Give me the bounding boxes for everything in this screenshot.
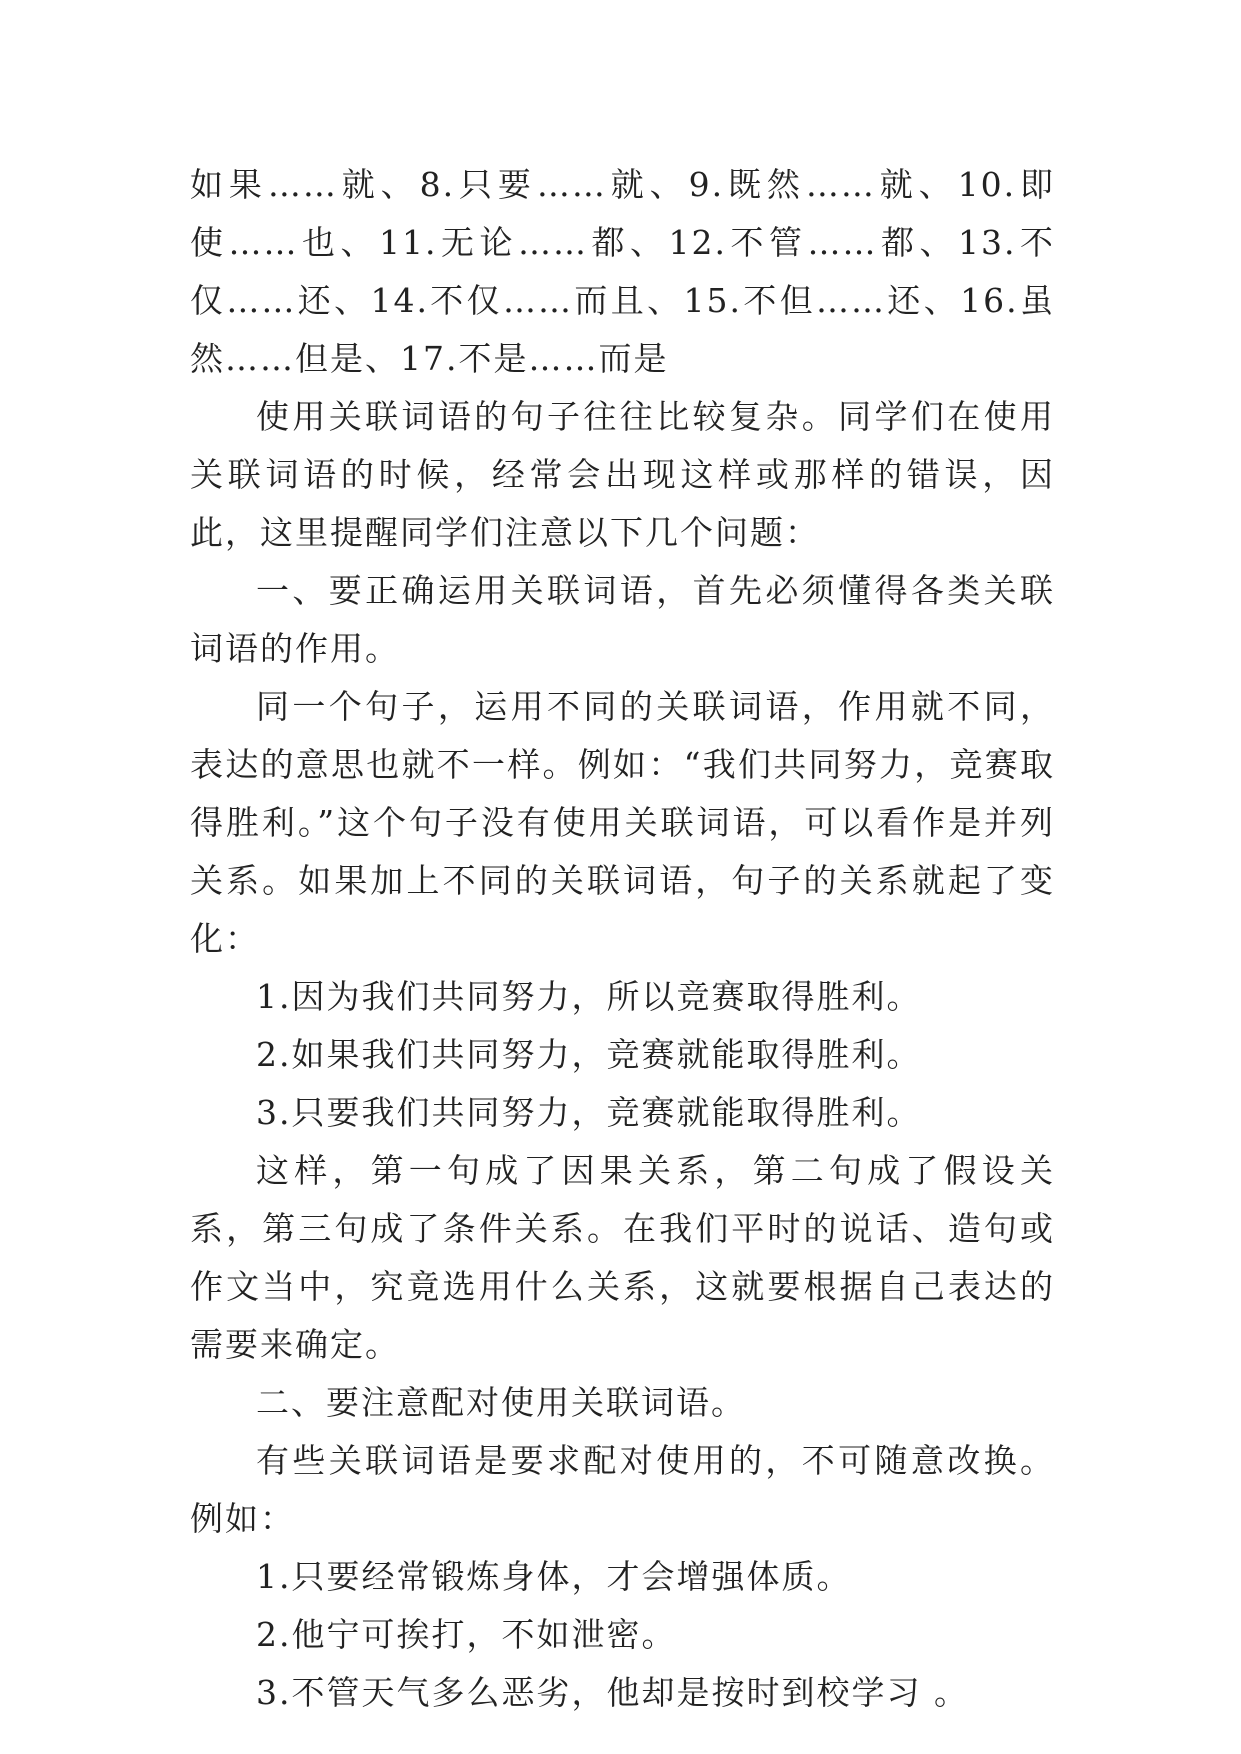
error-example-1: 1.只要经常锻炼身体，才会增强体质。 <box>256 1557 852 1596</box>
heading-point-one: 一、要正确运用关联词语，首先必须懂得各类关联词语的作用。 <box>190 571 1055 668</box>
document-page <box>190 156 1055 1722</box>
paragraph-intro: 使用关联词语的句子往往比较复杂。同学们在使用关联词语的时候，经常会出现这样或那样的错误，因此，这里提醒同学们注意以下几个问题： <box>190 397 1055 552</box>
paragraph-connective-list: 如果……就、8.只要……就、9.既然……就、10.即使……也、11.无论……都、12.不管……都、13.不仅……还、14.不仅……而且、15.不但……还、16.虽然……但是、17.不是……而是 <box>190 165 1055 378</box>
paragraph-conclusion: 这样，第一句成了因果关系，第二句成了假设关系，第三句成了条件关系。在我们平时的说话、造句或作文当中，究竟选用什么关系，这就要根据自己表达的需要来确定。 <box>190 1151 1055 1364</box>
paragraph-example-explanation: 同一个句子，运用不同的关联词语，作用就不同，表达的意思也就不一样。例如：“我们共同努力，竞赛取得胜利。”这个句子没有使用关联词语，可以看作是并列关系。如果加上不同的关联词语，句子的关系就起了变化： <box>190 687 1055 958</box>
error-example-3: 3.不管天气多么恶劣，他却是按时到校学习 。 <box>256 1673 969 1712</box>
example-sentence-3: 3.只要我们共同努力，竞赛就能取得胜利。 <box>256 1093 922 1132</box>
paragraph-pairing-intro: 有些关联词语是要求配对使用的，不可随意改换。例如： <box>190 1441 1055 1538</box>
heading-point-two: 二、要注意配对使用关联词语。 <box>256 1383 746 1422</box>
error-example-2: 2.他宁可挨打，不如泄密。 <box>256 1615 677 1654</box>
example-sentence-1: 1.因为我们共同努力，所以竞赛取得胜利。 <box>256 977 922 1016</box>
example-sentence-2: 2.如果我们共同努力，竞赛就能取得胜利。 <box>256 1035 922 1074</box>
